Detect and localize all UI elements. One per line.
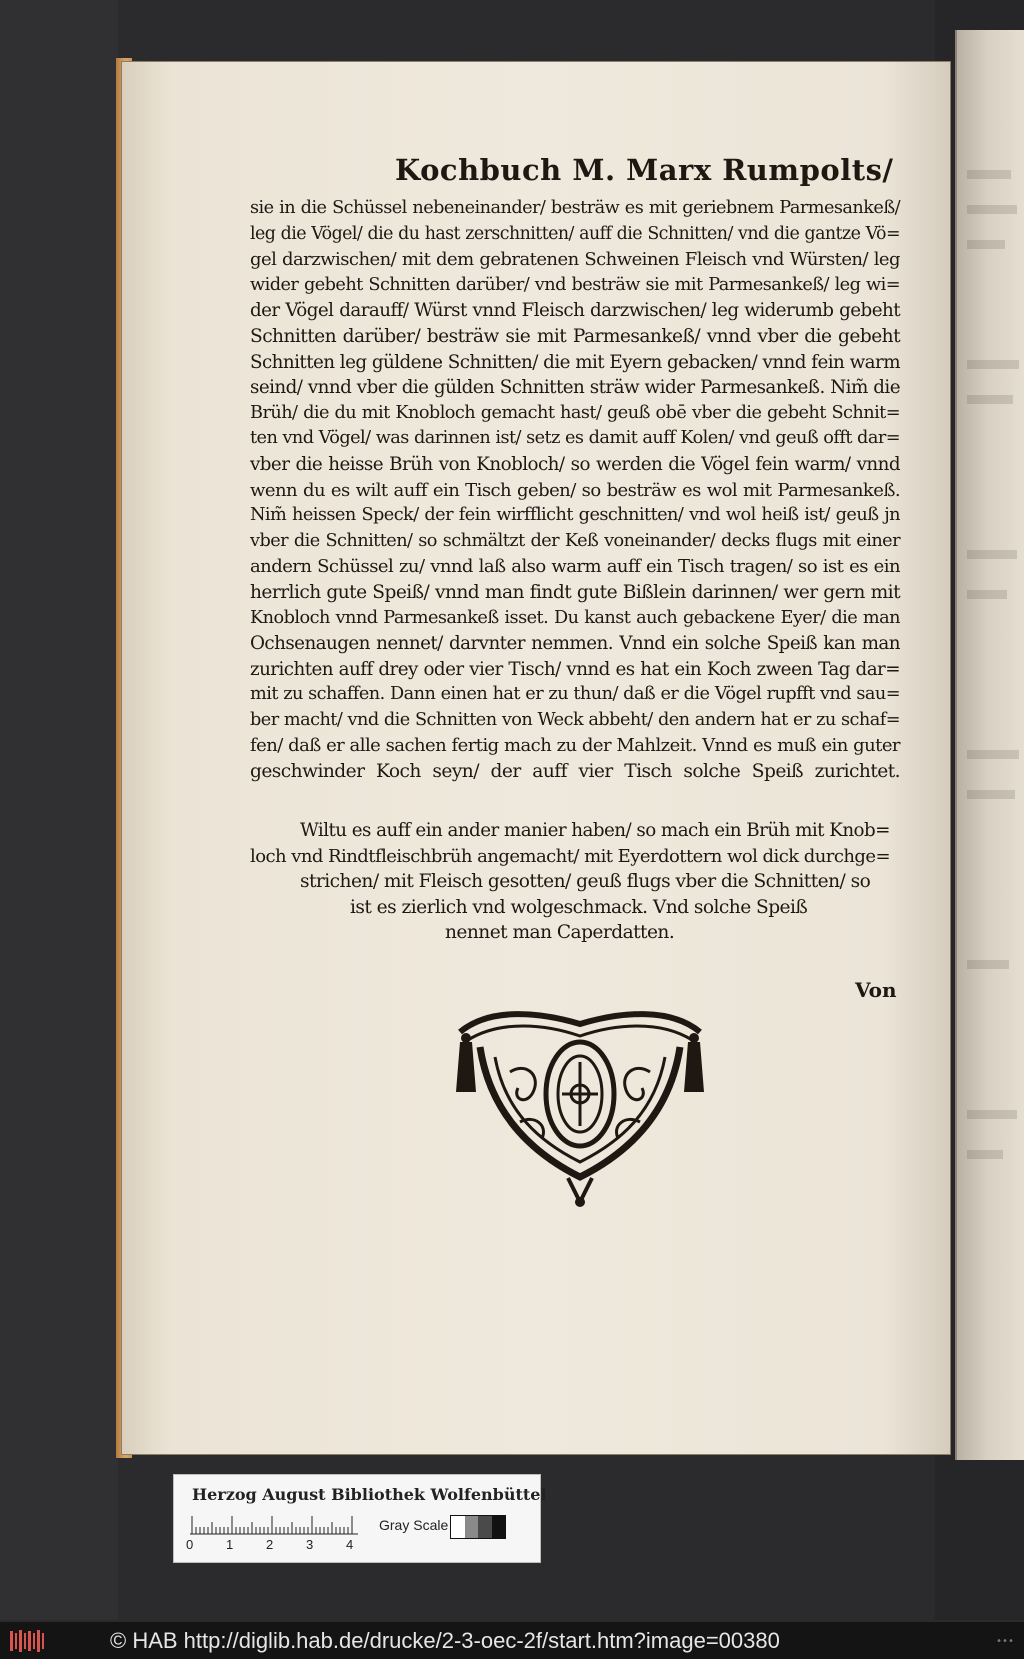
tailpiece-ornament-icon	[450, 1002, 710, 1212]
paragraph-2	[250, 818, 890, 946]
text-line: zurichten auff drey oder vier Tisch/ vnnd es hat ein Koch zween Tag dar=	[250, 658, 900, 680]
paragraph-1	[250, 196, 900, 785]
text-line: loch vnd Rindtfleischbrüh angemacht/ mit Eyerdottern wol dick durchge=	[250, 845, 891, 867]
copyright-url[interactable]: © HAB http://diglib.hab.de/drucke/2-3-oec-2f/start.htm?image=00380	[110, 1627, 780, 1653]
ruler-number: 3	[306, 1537, 314, 1552]
text-line: geschwinder Koch seyn/ der auff vier Tisch solche Speiß zurichtet.	[250, 761, 900, 783]
text-line: herrlich gute Speiß/ vnnd man findt gute Bißlein darinnen/ wer gern mit	[250, 581, 900, 603]
text-line: ist es zierlich vnd wolgeschmack. Vnd solche Speiß	[350, 896, 808, 918]
text-line: wenn du es wilt auff ein Tisch geben/ so besträw es wol mit Parmesankeß.	[250, 479, 900, 501]
text-line: wider gebeht Schnitten darüber/ vnd besträw sie mit Parmesankeß/ leg wi=	[250, 274, 900, 295]
text-line: mit zu schaffen. Dann einen hat er zu thun/ daß er die Vögel rupfft vnd sau=	[250, 684, 900, 705]
text-line: Wiltu es auff ein ander manier haben/ so mach ein Brüh mit Knob=	[300, 820, 890, 841]
gray-patch	[451, 1516, 465, 1538]
text-line: Schnitten darüber/ besträw sie mit Parmesankeß/ vnnd vber die gebeht	[250, 325, 900, 347]
gray-scale-label: Gray Scale	[379, 1517, 449, 1533]
text-line: gel darzwischen/ mit dem gebratenen Schweinen Fleisch vnd Würsten/ leg	[250, 249, 900, 271]
text-line: Ochsenaugen nennet/ darvnter nemmen. Vnnd ein solche Speiß kan man	[250, 633, 900, 655]
text-line: Nim̃ heissen Speck/ der fein wirfflicht geschnitten/ vnd wol heiß ist/ geuß jn	[250, 505, 900, 526]
text-line: Schnitten leg güldene Schnitten/ die mit Eyern gebacken/ vnnd fein warm	[250, 351, 900, 373]
gray-patch	[465, 1516, 479, 1538]
hab-barcode-logo-icon	[10, 1629, 48, 1653]
running-head: Kochbuch M. Marx Rumpolts/	[395, 153, 894, 187]
text-line: ten vnd Vögel/ was darinnen ist/ setz es damit auff Kolen/ vnd geuß offt dar=	[250, 428, 900, 449]
ruler-number: 0	[186, 1537, 194, 1552]
library-color-strip	[173, 1474, 547, 1563]
text-line: Knobloch vnnd Parmesankeß isset. Du kanst auch gebackene Eyer/ die man	[250, 607, 900, 628]
scan-background-left	[0, 0, 118, 1620]
gray-patch	[492, 1516, 506, 1538]
adjacent-page-edge	[955, 30, 1024, 1460]
footer-bar	[0, 1622, 1024, 1659]
text-line: nennet man Caperdatten.	[445, 922, 675, 944]
text-line: sie in die Schüssel nebeneinander/ besträw es mit geriebnem Parmesankeß/	[250, 198, 900, 218]
ruler-number: 1	[226, 1537, 234, 1552]
text-line: der Vögel darauff/ Würst vnnd Fleisch darzwischen/ leg widerumb gebeht	[250, 300, 900, 322]
ruler-scale	[190, 1515, 358, 1535]
text-line: strichen/ mit Fleisch gesotten/ geuß flugs vber die Schnitten/ so	[300, 871, 871, 893]
text-line: fen/ daß er alle sachen fertig mach zu der Mahlzeit. Vnnd es muß ein guter	[250, 735, 900, 757]
ruler-number: 2	[266, 1537, 274, 1552]
text-line: ber macht/ vnd die Schnitten von Weck abbeht/ den andern hat er zu schaf=	[250, 709, 900, 730]
footer-marker: •••	[995, 1636, 1014, 1647]
catchword: Von	[855, 978, 897, 1002]
gray-scale-patches	[450, 1515, 506, 1539]
text-line: vber die heisse Brüh von Knobloch/ so werden die Vögel fein warm/ vnnd	[250, 453, 900, 475]
library-name: Herzog August Bibliothek Wolfenbüttel	[192, 1485, 547, 1504]
ruler-number: 4	[346, 1537, 354, 1552]
text-line: vber die Schnitten/ so schmältzt der Keß voneinander/ decks flugs mit einer	[250, 530, 900, 551]
text-line: Brüh/ die du mit Knobloch gemacht hast/ geuß obē vber die gebeht Schnit=	[250, 402, 900, 423]
gray-patch	[478, 1516, 492, 1538]
text-line: leg die Vögel/ die du hast zerschnitten/ auff die Schnitten/ vnd die gantze Vö=	[250, 223, 900, 244]
text-line: seind/ vnnd vber die gülden Schnitten sträw wider Parmesankeß. Nim̃ die	[250, 377, 900, 399]
text-line: andern Schüssel zu/ vnnd laß also warm auff ein Tisch tragen/ so ist es ein	[250, 556, 900, 578]
